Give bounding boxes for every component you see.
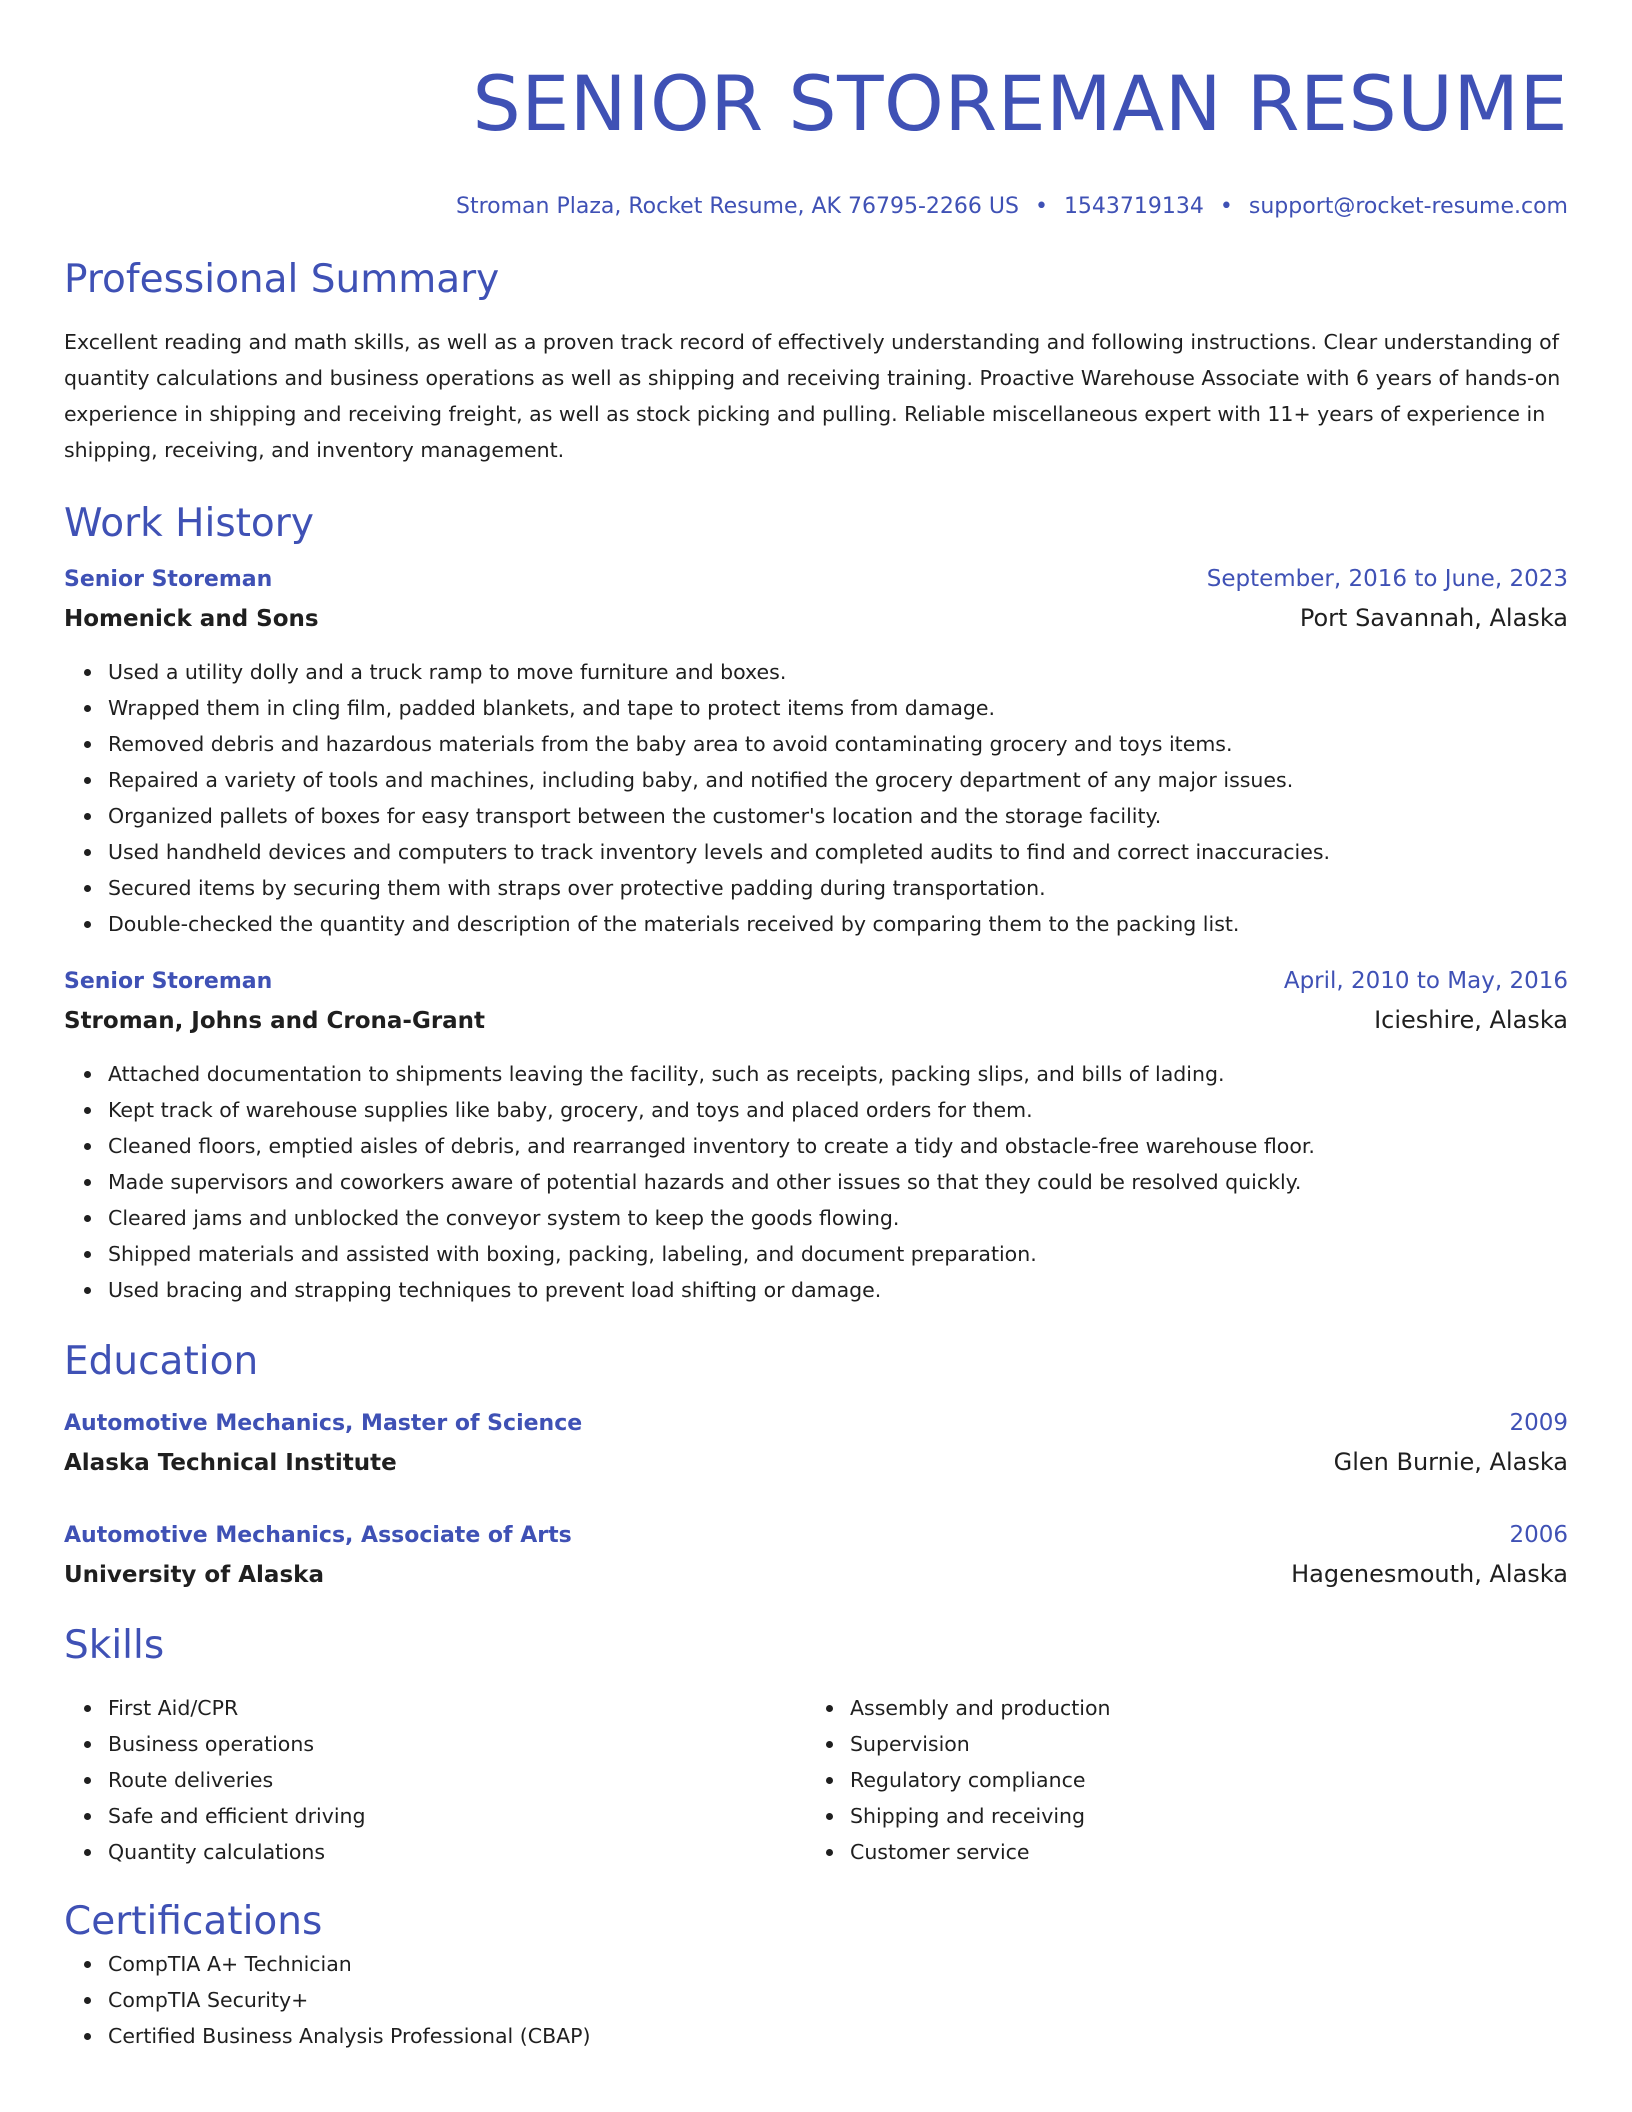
skill-item: Safe and efficient driving xyxy=(108,1798,806,1834)
job-entry xyxy=(64,560,1568,942)
job-duties-list xyxy=(64,654,1568,942)
skill-item: First Aid/CPR xyxy=(108,1690,806,1726)
skill-item: Customer service xyxy=(850,1834,1548,1870)
certifications-heading: Certifications xyxy=(64,1899,323,1944)
certification-item: CompTIA A+ Technician xyxy=(108,1946,1568,1982)
job-duty: Repaired a variety of tools and machines, including baby, and notified the grocery department of any major issues. xyxy=(108,762,1568,798)
education-year: 2009 xyxy=(1509,1410,1568,1436)
education-entry xyxy=(64,1516,1568,1594)
job-company-row xyxy=(64,599,1568,638)
work-history-heading: Work History xyxy=(64,501,314,546)
job-duty: Used bracing and strapping techniques to prevent load shifting or damage. xyxy=(108,1272,1568,1308)
skill-item: Quantity calculations xyxy=(108,1834,806,1870)
certification-item: CompTIA Security+ xyxy=(108,1982,1568,2018)
education-location: Glen Burnie, Alaska xyxy=(1333,1448,1568,1476)
skills-list xyxy=(806,1690,1548,1870)
job-duty: Attached documentation to shipments leaving the facility, such as receipts, packing slips, and bills of lading. xyxy=(108,1056,1568,1092)
skills-list xyxy=(64,1690,806,1870)
job-duty: Organized pallets of boxes for easy transport between the customer's location and the storage facility. xyxy=(108,798,1568,834)
education-school-row xyxy=(64,1443,1568,1482)
contact-line xyxy=(64,192,1568,222)
education-degree: Automotive Mechanics, Master of Science xyxy=(64,1411,583,1436)
education-school: Alaska Technical Institute xyxy=(64,1450,397,1476)
job-duties-list xyxy=(64,1056,1568,1308)
skills-column-right xyxy=(806,1690,1548,1870)
job-duty: Kept track of warehouse supplies like baby, grocery, and toys and placed orders for them. xyxy=(108,1092,1568,1128)
contact-phone: 1543719134 xyxy=(1063,194,1204,219)
resume-title: SENIOR STOREMAN RESUME xyxy=(472,59,1568,148)
education-school-row xyxy=(64,1555,1568,1594)
job-duty: Made supervisors and coworkers aware of potential hazards and other issues so that they could be resolved quickly. xyxy=(108,1164,1568,1200)
education-header-row xyxy=(64,1404,1568,1443)
skill-item: Route deliveries xyxy=(108,1762,806,1798)
contact-email: support@rocket-resume.com xyxy=(1248,194,1568,219)
skill-item: Business operations xyxy=(108,1726,806,1762)
education-heading: Education xyxy=(64,1339,259,1384)
summary-text: Excellent reading and math skills, as well as a proven track record of effectively understanding and following instructions. Clear understanding of quantity calculations and business operations as well as shipping and receiving training. Proactive Warehouse Associate with 6 years of hands-on experience in shipping and receiving freight, as well as stock picking and pulling. Reliable miscellaneous expert with 11+ years of experience in shipping, receiving, and inventory management. xyxy=(64,330,1561,462)
job-company: Homenick and Sons xyxy=(64,606,319,632)
education-entry xyxy=(64,1404,1568,1482)
job-dates: September, 2016 to June, 2023 xyxy=(1206,566,1568,592)
summary-heading: Professional Summary xyxy=(64,257,500,302)
skill-item: Assembly and production xyxy=(850,1690,1548,1726)
education-school: University of Alaska xyxy=(64,1562,324,1588)
job-duty: Used handheld devices and computers to track inventory levels and completed audits to find and correct inaccuracies. xyxy=(108,834,1568,870)
job-duty: Cleaned floors, emptied aisles of debris, and rearranged inventory to create a tidy and obstacle-free warehouse floor. xyxy=(108,1128,1568,1164)
contact-separator: • xyxy=(1219,194,1233,219)
skills-grid xyxy=(64,1690,1568,1870)
skills-column-left xyxy=(64,1690,806,1870)
education-degree: Automotive Mechanics, Associate of Arts xyxy=(64,1523,572,1548)
job-duty: Wrapped them in cling film, padded blankets, and tape to protect items from damage. xyxy=(108,690,1568,726)
contact-address: Stroman Plaza, Rocket Resume, AK 76795-2266 US xyxy=(456,194,1019,219)
job-duty: Shipped materials and assisted with boxing, packing, labeling, and document preparation. xyxy=(108,1236,1568,1272)
education-header-row xyxy=(64,1516,1568,1555)
skills-heading: Skills xyxy=(64,1623,165,1668)
job-header-row xyxy=(64,560,1568,599)
education-location: Hagenesmouth, Alaska xyxy=(1291,1560,1568,1588)
contact-separator: • xyxy=(1034,194,1048,219)
job-company-row xyxy=(64,1001,1568,1040)
job-duty: Removed debris and hazardous materials from the baby area to avoid contaminating grocery and toys items. xyxy=(108,726,1568,762)
job-location: Icieshire, Alaska xyxy=(1374,1006,1568,1034)
job-duty: Double-checked the quantity and description of the materials received by comparing them to the packing list. xyxy=(108,906,1568,942)
job-role: Senior Storeman xyxy=(64,969,273,994)
job-entry xyxy=(64,962,1568,1308)
job-company: Stroman, Johns and Crona-Grant xyxy=(64,1008,486,1034)
skill-item: Regulatory compliance xyxy=(850,1762,1548,1798)
job-duty: Used a utility dolly and a truck ramp to move furniture and boxes. xyxy=(108,654,1568,690)
job-duty: Cleared jams and unblocked the conveyor system to keep the goods flowing. xyxy=(108,1200,1568,1236)
skill-item: Supervision xyxy=(850,1726,1548,1762)
education-year: 2006 xyxy=(1509,1522,1568,1548)
skill-item: Shipping and receiving xyxy=(850,1798,1548,1834)
job-role: Senior Storeman xyxy=(64,567,273,592)
certifications-list xyxy=(64,1946,1568,2054)
job-location: Port Savannah, Alaska xyxy=(1299,604,1568,632)
certification-item: Certified Business Analysis Professional (CBAP) xyxy=(108,2018,1568,2054)
job-dates: April, 2010 to May, 2016 xyxy=(1283,968,1568,994)
job-header-row xyxy=(64,962,1568,1001)
job-duty: Secured items by securing them with straps over protective padding during transportation. xyxy=(108,870,1568,906)
